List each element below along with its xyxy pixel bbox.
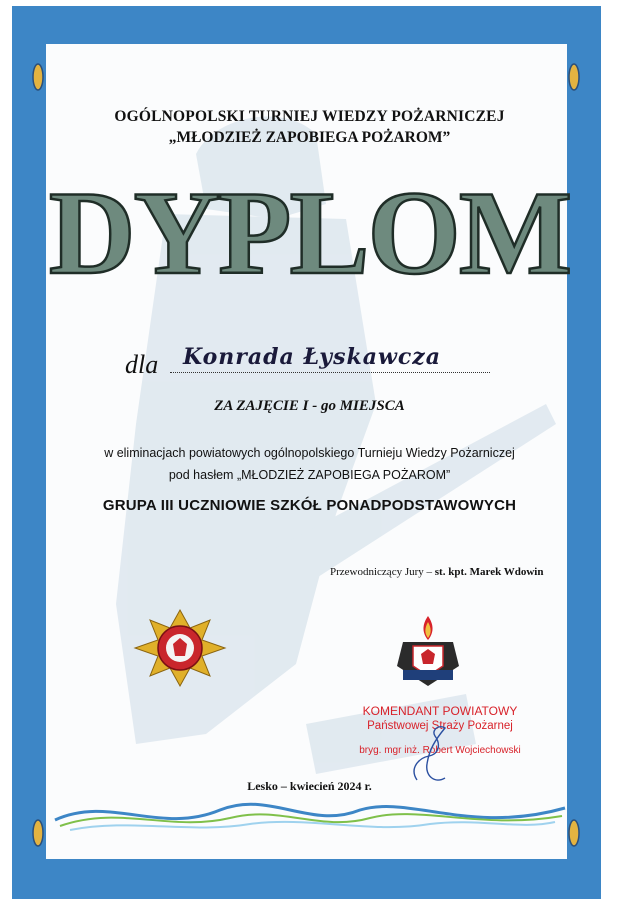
group-text: GRUPA III UCZNIOWIE SZKÓŁ PONADPODSTAWOWYCH [102,497,517,514]
tournament-title-line2: „MŁODZIEŻ ZAPOBIEGA POŻAROM” [168,129,451,146]
corner-ornament-top-right [567,62,581,92]
corner-ornament-top-left [31,62,45,92]
corner-ornament-bottom-left [31,818,45,848]
jury-name: st. kpt. Marek Wdowin [434,566,544,578]
stamp-line2: Państwowej Straży Pożarnej [367,720,513,732]
tournament-title-line1: OGÓLNOPOLSKI TURNIEJ WIEDZY POŻARNICZEJ [114,108,505,125]
placement-text: ZA ZAJĘCIE I - go MIEJSCA [214,398,405,414]
zosp-emblem-logo [133,608,228,688]
jury-chair [330,566,543,578]
body-line1: w eliminacjach powiatowych ogólnopolskiego Turnieju Wiedzy Pożarniczej [104,446,515,460]
jury-label: Przewodniczący Jury – [330,566,435,578]
diploma-heading: DYPLOM [48,166,571,299]
recipient-name-handwritten: Konrada Łyskawcza [183,344,442,370]
psp-emblem-logo [393,614,463,689]
recipient-prefix: dla [125,350,159,379]
wave-ornament [50,790,570,835]
body-line2: pod hasłem „MŁODZIEŻ ZAPOBIEGA POŻAROM” [168,468,451,482]
place-date: Lesko – kwiecień 2024 r. [247,779,372,793]
stamp-line3: bryg. mgr inż. Robert Wojciechowski [359,745,521,756]
stamp-line1: KOMENDANT POWIATOWY [362,704,518,718]
signature [405,718,455,788]
